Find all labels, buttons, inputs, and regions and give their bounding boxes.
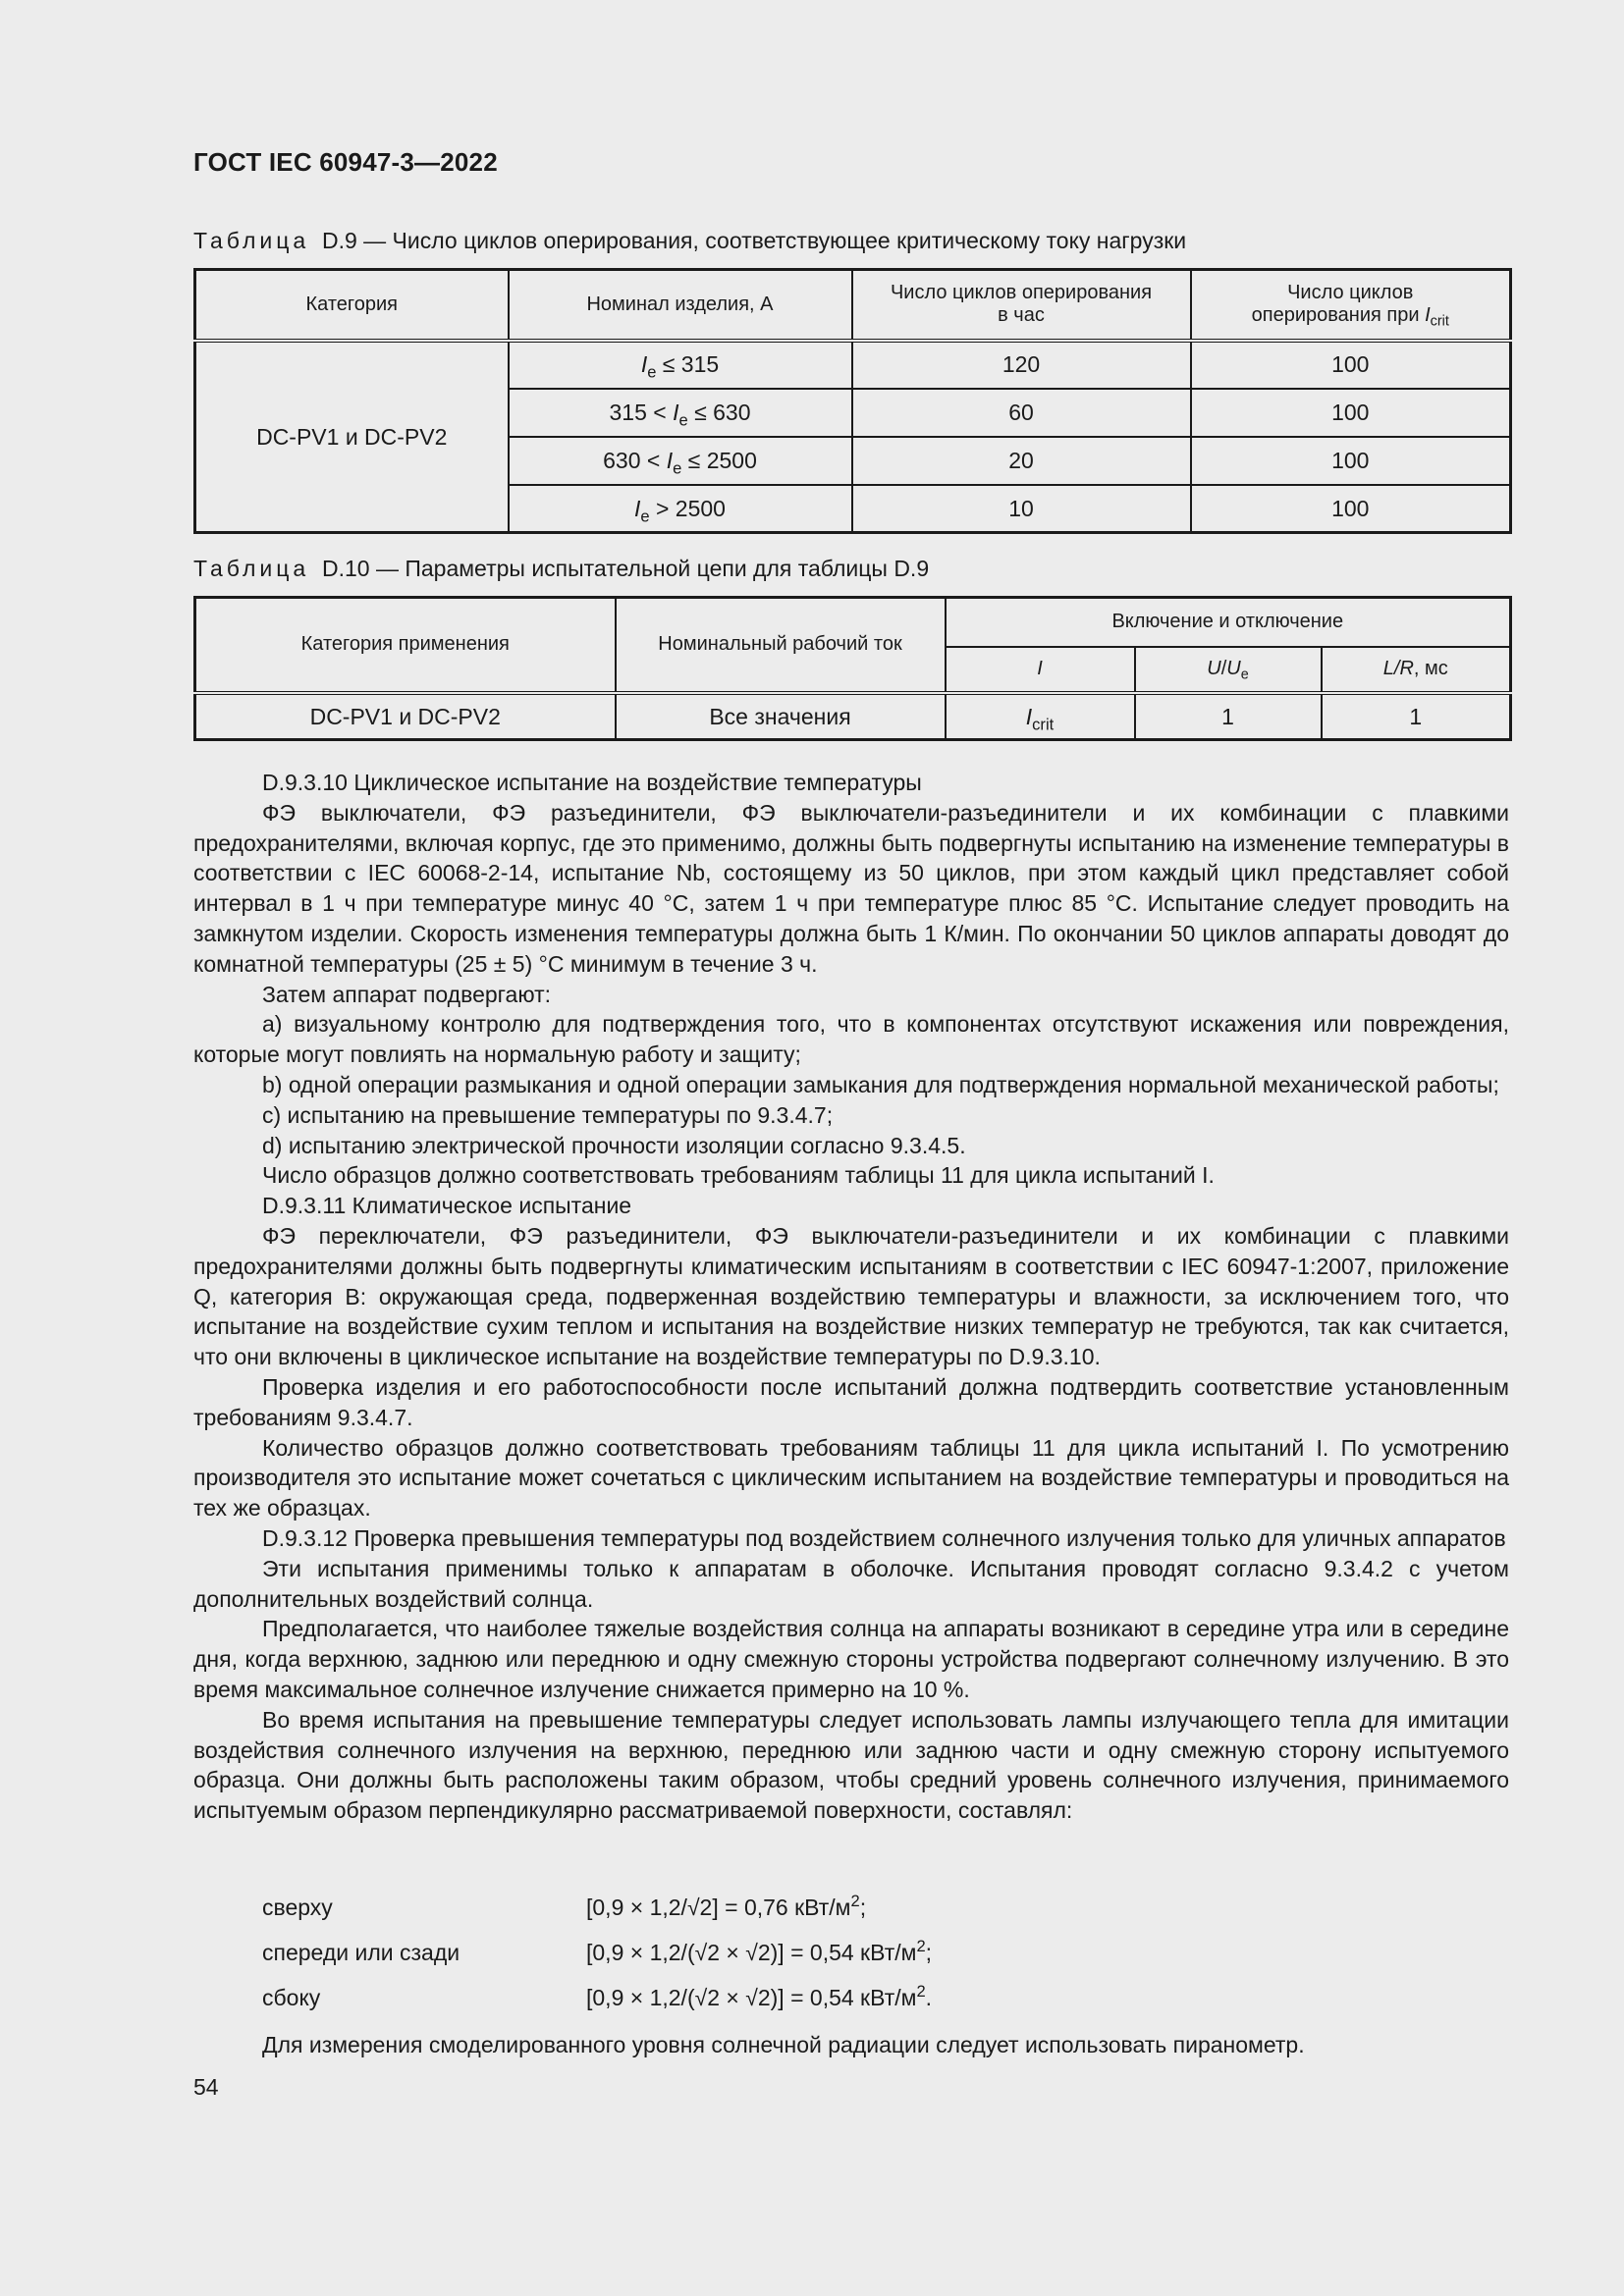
formula-row (262, 1891, 867, 1921)
table-d10 (193, 596, 1512, 741)
col-header-category: Категория (195, 270, 509, 341)
rating-cell (509, 341, 852, 389)
formula-row (262, 1936, 933, 1966)
symbol: L/R (1382, 658, 1414, 679)
formula-label: сверху (262, 1895, 333, 1920)
superscript: 2 (850, 1891, 860, 1910)
col-header-rating: Номинал изделия, А (509, 270, 852, 341)
category-cell: DC-PV1 и DC-PV2 (195, 341, 509, 533)
col-header-cycles-per-hour (852, 270, 1191, 341)
lr-cell: 1 (1322, 693, 1511, 740)
paragraph: Количество образцов должно соответствовать требованиям таблицы 11 для цикла испытаний I. По усмотрению производителя это испытание может сочетаться с циклическим испытанием на воздействие температуры и проводиться на тех же образцах. (193, 1434, 1509, 1522)
table-d9-caption-prefix: Таблица (193, 228, 310, 253)
rating-cell (509, 389, 852, 437)
superscript: 2 (916, 1981, 926, 2001)
table-d10-caption (193, 556, 929, 582)
formula-label: спереди или сзади (262, 1940, 460, 1965)
category-cell: DC-PV1 и DC-PV2 (195, 693, 616, 740)
subscript: e (1240, 667, 1249, 683)
table-row (195, 693, 1511, 740)
section-heading-d9-3-11: D.9.3.11 Климатическое испытание (262, 1193, 632, 1219)
symbol: I (1025, 703, 1033, 729)
subscript: e (678, 410, 688, 430)
col-header-i (946, 647, 1135, 693)
table-d10-caption-prefix: Таблица (193, 556, 310, 581)
at-crit-cell: 100 (1191, 437, 1511, 485)
text: > 2500 (649, 495, 726, 521)
i-cell (946, 693, 1135, 740)
formula-expr: [0,9 × 1,2/(√2 × √2)] = 0,54 кВт/м (586, 1985, 917, 2010)
at-crit-cell: 100 (1191, 485, 1511, 533)
table-header-row (195, 598, 1511, 647)
list-item: d) испытанию электрической прочности изоляции согласно 9.3.4.5. (262, 1132, 966, 1158)
table-d9-caption (193, 228, 1186, 254)
closing-sentence: Для измерения смоделированного уровня солнечной радиации следует использовать пиранометр. (262, 2032, 1305, 2057)
rating-cell (509, 485, 852, 533)
symbol: I (634, 495, 641, 521)
table-row (195, 341, 1511, 389)
header-line: Число циклов (1287, 282, 1414, 304)
symbol: I (666, 447, 674, 473)
text: / (1220, 658, 1227, 679)
col-header-cycles-crit (1191, 270, 1511, 341)
at-crit-cell: 100 (1191, 341, 1511, 389)
symbol: U (1226, 658, 1241, 679)
symbol: I (1425, 304, 1431, 327)
col-header-make-break: Включение и отключение (946, 598, 1511, 647)
symbol: I (640, 351, 648, 378)
per-hour-cell: 10 (852, 485, 1191, 533)
section-heading-d9-3-10: D.9.3.10 Циклическое испытание на воздействие температуры (262, 770, 922, 795)
text: 630 < (603, 447, 667, 473)
body-text (193, 768, 1509, 1826)
formula-expr: [0,9 × 1,2/(√2 × √2)] = 0,54 кВт/м (586, 1940, 917, 1965)
formula-tail: ; (925, 1940, 933, 1965)
paragraph: Проверка изделия и его работоспособности после испытаний должна подтвердить соответствие установленным требованиям 9.3.4.7. (193, 1373, 1509, 1430)
paragraph: ФЭ выключатели, ФЭ разъединители, ФЭ выключатели-разъединители и их комбинации с плавкими предохранителями, включая корпус, где это применимо, должны быть подвергнуты испытанию на изменение температуры в соответствии с IEC 60068-2-14, испытание Nb, состоящему из 50 циклов, при этом каждый цикл представляет собой интервал в 1 ч при температуре минус 40 °С, затем 1 ч при температуре плюс 85 °С. Испытание следует проводить на замкнутом изделии. Скорость изменения температуры должна быть 1 К/мин. По окончании 50 циклов аппараты доводят до комнатной температуры (25 ± 5) °С минимум в течение 3 ч. (193, 799, 1509, 977)
rating-cell (509, 437, 852, 485)
table-d9-caption-text: D.9 — Число циклов оперирования, соответствующее критическому току нагрузки (321, 228, 1187, 253)
table-header-row (195, 270, 1511, 341)
paragraph: Затем аппарат подвергают: (262, 981, 551, 1007)
text: ≤ 315 (656, 351, 720, 378)
list-item: b) одной операции размыкания и одной операции замыкания для подтверждения нормальной механической работы; (262, 1071, 1499, 1097)
subscript: e (640, 506, 650, 525)
list-item: a) визуальному контролю для подтверждения того, что в компонентах отсутствуют искажения или повреждения, которые могут повлиять на нормальную работу и защиту; (193, 1011, 1509, 1068)
section-heading-d9-3-12: D.9.3.12 Проверка превышения температуры под воздействием солнечного излучения только для уличных аппаратов (262, 1524, 1506, 1551)
list-item: c) испытанию на превышение температуры по 9.3.4.7; (262, 1101, 834, 1128)
symbol: I (673, 399, 679, 425)
text: ≤ 2500 (681, 447, 757, 473)
paragraph: Во время испытания на превышение температуры следует использовать лампы излучающего тепла для имитации воздействия солнечного излучения на верхнюю, переднюю или заднюю части и одну смежную сторону испытуемого образца. Они должны быть расположены таким образом, чтобы средний уровень солнечного излучения, принимаемого испытуемым образом перпендикулярно рассматриваемой поверхности, составлял: (193, 1706, 1509, 1824)
formula-expr: [0,9 × 1,2/√2] = 0,76 кВт/м (586, 1895, 851, 1920)
per-hour-cell: 20 (852, 437, 1191, 485)
text: 315 < (609, 399, 674, 425)
header-line: оперирования при (1251, 304, 1426, 327)
symbol: I (1037, 658, 1043, 679)
subscript: crit (1032, 714, 1055, 733)
per-hour-cell: 120 (852, 341, 1191, 389)
formula-tail: ; (859, 1895, 867, 1920)
header-line: в час (998, 304, 1045, 327)
u-ratio-cell: 1 (1135, 693, 1322, 740)
formula-label: сбоку (262, 1985, 321, 2010)
formula-tail: . (925, 1985, 933, 2010)
paragraph: Предполагается, что наиболее тяжелые воздействия солнца на аппараты возникают в середине утра или в середине дня, когда верхнюю, заднюю или переднюю и одну смежную стороны устройства подвергают солнечному излучению. В это время максимальное солнечное излучение снижается примерно на 10 %. (193, 1616, 1509, 1702)
col-header-u-ratio (1135, 647, 1322, 693)
page-number: 54 (193, 2074, 219, 2100)
col-header-rated-current: Номинальный рабочий ток (616, 598, 946, 693)
symbol: U (1207, 658, 1221, 679)
col-header-lr (1322, 647, 1511, 693)
text: ≤ 630 (687, 399, 751, 425)
subscript: e (647, 362, 657, 382)
table-d10-caption-text: D.10 — Параметры испытательной цепи для таблицы D.9 (321, 556, 930, 581)
paragraph: Число образцов должно соответствовать требованиям таблицы 11 для цикла испытаний I. (262, 1162, 1215, 1189)
header-line: Число циклов оперирования (890, 282, 1153, 304)
rated-current-cell: Все значения (616, 693, 946, 740)
subscript: crit (1430, 313, 1449, 330)
paragraph: Эти испытания применимы только к аппаратам в оболочке. Испытания проводят согласно 9.3.4.2 с учетом дополнительных воздействий солнца. (193, 1555, 1509, 1612)
paragraph: ФЭ переключатели, ФЭ разъединители, ФЭ выключатели-разъединители и их комбинации с плавкими предохранителями должны быть подвергнуты климатическим испытаниям в соответствии с IEC 60947-1:2007, приложение Q, категория В: окружающая среда, подверженная воздействию температуры и влажности, за исключением того, что испытание на воздействие сухим теплом и испытания на воздействие низких температур не требуются, так как считается, что они включены в циклическое испытание на воздействие температуры по D.9.3.10. (193, 1222, 1509, 1370)
formula-row (262, 1981, 933, 2011)
subscript: e (673, 458, 682, 478)
text: , мс (1413, 658, 1448, 679)
at-crit-cell: 100 (1191, 389, 1511, 437)
per-hour-cell: 60 (852, 389, 1191, 437)
table-d9 (193, 268, 1512, 534)
document-header: ГОСТ IEC 60947-3—2022 (193, 147, 498, 177)
superscript: 2 (916, 1936, 926, 1955)
col-header-category: Категория применения (195, 598, 616, 693)
